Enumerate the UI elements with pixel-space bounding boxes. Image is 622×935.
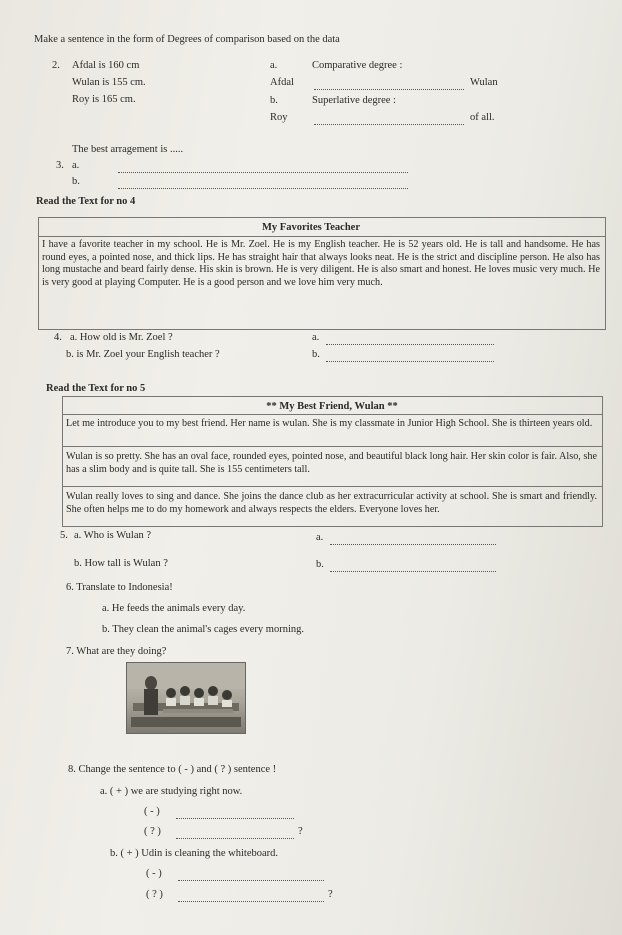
read4-heading: Read the Text for no 4 xyxy=(36,196,136,207)
q3-intro: The best arragement is ..... xyxy=(72,144,184,155)
q3-number: 3. xyxy=(56,160,64,171)
q8-b-question-mark: ? xyxy=(328,889,333,900)
q5-b-answer-letter: b. xyxy=(316,559,324,570)
q8-b-interrogative-blank[interactable] xyxy=(178,889,324,907)
q4-b-question: b. is Mr. Zoel your English teacher ? xyxy=(66,349,220,360)
q8-title: 8. Change the sentence to ( - ) and ( ? ) sentence ! xyxy=(68,764,277,775)
q5-a-blank[interactable] xyxy=(330,532,496,550)
read5-divider-2 xyxy=(62,446,602,447)
q5-a-question: a. Who is Wulan ? xyxy=(74,530,152,541)
q2-a-letter: a. xyxy=(270,60,278,71)
q6-b: b. They clean the animal's cages every morning. xyxy=(102,624,305,635)
q4-number: 4. xyxy=(54,332,62,343)
read5-divider-1 xyxy=(62,414,602,415)
q2-a-label: Comparative degree : xyxy=(312,60,403,71)
read5-paragraph-2: Wulan is so pretty. She has an oval face, rounded eyes, pointed nose, and beautiful black long hair. Her skin color is fair. Also, she has a slim body and is quite tall. She is 155 centimeters tall. xyxy=(66,451,597,475)
q8-b-negative-blank[interactable] xyxy=(178,868,324,886)
read5-paragraph-1: Let me introduce you to my best friend. Her name is wulan. She is my classmate in Junior High School. She is thirteen years old. xyxy=(66,418,593,429)
q6-a: a. He feeds the animals every day. xyxy=(102,603,246,614)
q5-number: 5. xyxy=(60,530,68,541)
q8-a-interrogative-label: ( ? ) xyxy=(144,826,161,837)
q8-a-negative-label: ( - ) xyxy=(144,806,160,817)
q8-b-interrogative-label: ( ? ) xyxy=(146,889,163,900)
q2-a-blank[interactable] xyxy=(314,77,464,95)
q2-a-right: Wulan xyxy=(470,77,498,88)
q3-b-letter: b. xyxy=(72,176,80,187)
q8-a-negative-blank[interactable] xyxy=(176,806,294,824)
q4-b-blank[interactable] xyxy=(326,349,494,367)
q5-b-blank[interactable] xyxy=(330,559,496,577)
q2-a-left: Afdal xyxy=(270,77,294,88)
q8-a: a. ( + ) we are studying right now. xyxy=(100,786,243,797)
q2-number: 2. xyxy=(52,60,60,71)
q2-b-right: of all. xyxy=(470,112,495,123)
read5-paragraph-3: Wulan really loves to sing and dance. She joins the dance club as her extracurricular activity at school. She is smart and friendly. She often helps me to do my homework and always respects the elders. Everyone loves her. xyxy=(66,491,597,515)
q2-data-2: Wulan is 155 cm. xyxy=(72,77,146,88)
q5-a-answer-letter: a. xyxy=(316,532,324,543)
q3-b-blank[interactable] xyxy=(118,176,408,194)
q2-b-letter: b. xyxy=(270,95,278,106)
read4-title: My Favorites Teacher xyxy=(262,222,360,233)
q2-b-label: Superlative degree : xyxy=(312,95,396,106)
q4-a-blank[interactable] xyxy=(326,332,494,350)
read4-text: I have a favorite teacher in my school. He is Mr. Zoel. He is my English teacher. He is 52 years old. He is tall and handsome. He has round eyes, a pointed nose, and thick lips. He has straight hair that always looks neat. He is the strict and discipline person. He also has long mustache and beard fairly dense. His skin is brown. He is very diligent. He is also smart and honest. He loves music very much. He is very good at playing Computer. He is a good person and we love him very much. xyxy=(42,239,600,288)
q2-b-blank[interactable] xyxy=(314,112,464,130)
instruction-text: Make a sentence in the form of Degrees of comparison based on the data xyxy=(34,34,340,45)
q4-b-answer-letter: b. xyxy=(312,349,320,360)
classroom-photo xyxy=(126,662,246,734)
read5-divider-3 xyxy=(62,486,602,487)
read5-heading: Read the Text for no 5 xyxy=(46,383,146,394)
read4-divider xyxy=(38,236,605,237)
q5-b-question: b. How tall is Wulan ? xyxy=(74,558,168,569)
q8-b-negative-label: ( - ) xyxy=(146,868,162,879)
classroom-illustration xyxy=(127,663,245,733)
q7-title: 7. What are they doing? xyxy=(66,646,167,657)
read5-title: ** My Best Friend, Wulan ** xyxy=(266,401,398,412)
q2-data-1: Afdal is 160 cm xyxy=(72,60,140,71)
q2-b-left: Roy xyxy=(270,112,288,123)
q4-a-question: a. How old is Mr. Zoel ? xyxy=(70,332,173,343)
q8-a-interrogative-blank[interactable] xyxy=(176,826,294,844)
q2-data-3: Roy is 165 cm. xyxy=(72,94,136,105)
q3-a-letter: a. xyxy=(72,160,80,171)
q8-a-question-mark: ? xyxy=(298,826,303,837)
q8-b: b. ( + ) Udin is cleaning the whiteboard. xyxy=(110,848,279,859)
q6-title: 6. Translate to Indonesia! xyxy=(66,582,173,593)
q4-a-answer-letter: a. xyxy=(312,332,320,343)
